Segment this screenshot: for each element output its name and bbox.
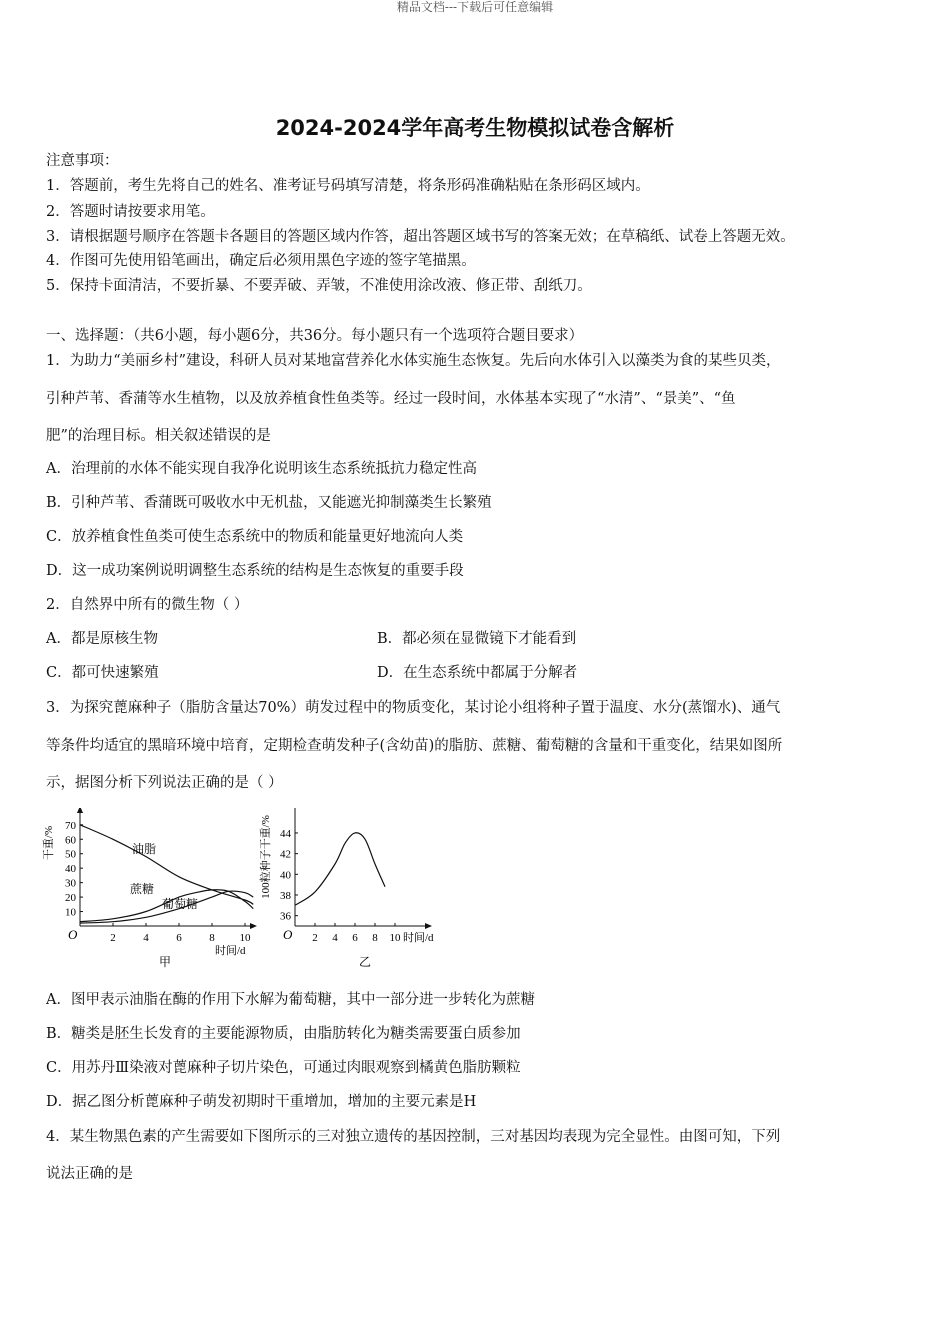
x-tick-label: 8 xyxy=(372,932,378,944)
q1-stem: 肥”的治理目标。相关叙述错误的是 xyxy=(46,428,271,444)
x-tick-label: 2 xyxy=(110,932,116,944)
q3-option-b: B．糖类是胚生长发育的主要能源物质，由脂肪转化为糖类需要蛋白质参加 xyxy=(46,1026,521,1042)
x-tick-label: 8 xyxy=(209,932,215,944)
series-label: 蔗糖 xyxy=(130,882,155,896)
chart-caption: 乙 xyxy=(358,955,372,969)
notice-item: 1．答题前，考生先将自己的姓名、准考证号码填写清楚，将条形码准确粘贴在条形码区域内。 xyxy=(46,178,650,194)
q2-option-c: C．都可快速繁殖 xyxy=(46,665,159,681)
notice-item: 3．请根据题号顺序在答题卡各题目的答题区域内作答，超出答题区域书写的答案无效；在草稿纸、试卷上答题无效。 xyxy=(46,229,795,245)
x-axis-arrow xyxy=(250,923,257,929)
series-label: 油脂 xyxy=(132,842,157,856)
q3-option-a: A．图甲表示油脂在酶的作用下水解为葡萄糖，其中一部分进一步转化为蔗糖 xyxy=(46,992,535,1008)
q1-option-a: A．治理前的水体不能实现自我净化说明该生态系统抵抗力稳定性高 xyxy=(46,461,477,477)
y-tick-label: 60 xyxy=(65,834,76,847)
y-axis-arrow xyxy=(77,808,83,813)
y-tick-label: 20 xyxy=(65,892,76,905)
y-tick-label: 10 xyxy=(65,906,76,919)
q3-stem: 3．为探究蓖麻种子（脂肪含量达70%）萌发过程中的物质变化，某讨论小组将种子置于温度、水分(蒸馏水)、通气 xyxy=(46,700,781,716)
x-tick-label: 10 xyxy=(389,932,401,944)
q3-figure xyxy=(40,808,460,977)
y-tick-label: 30 xyxy=(65,877,76,890)
y-tick-label: 42 xyxy=(280,848,291,861)
origin-label: O xyxy=(283,927,293,942)
y-axis-label: 干重/% xyxy=(43,825,55,861)
origin-label: O xyxy=(68,927,78,942)
q1-stem: 1．为助力“美丽乡村”建设，科研人员对某地富营养化水体实施生态恢复。先后向水体引入以藻类为食的某些贝类， xyxy=(46,353,781,369)
q3-option-d: D．据乙图分析蓖麻种子萌发初期时干重增加，增加的主要元素是H xyxy=(46,1094,477,1110)
q2-option-b: B．都必须在显微镜下才能看到 xyxy=(377,631,577,647)
q3-charts-svg xyxy=(40,808,460,973)
q1-option-d: D．这一成功案例说明调整生态系统的结构是生态恢复的重要手段 xyxy=(46,563,464,579)
q2-option-a: A．都是原核生物 xyxy=(46,631,158,647)
y-tick-label: 40 xyxy=(65,863,76,876)
q3-stem: 等条件均适宜的黑暗环境中培育，定期检查萌发种子(含幼苗)的脂肪、蔗糖、葡萄糖的含量和干重变化，结果如图所 xyxy=(46,738,783,754)
q1-option-b: B．引种芦苇、香蒲既可吸收水中无机盐，又能遮光抑制藻类生长繁殖 xyxy=(46,495,492,511)
series-label: 葡萄糖 xyxy=(162,897,199,911)
y-tick-label: 38 xyxy=(280,889,291,902)
y-axis-label: 100粒种子干重/% xyxy=(260,815,272,899)
x-tick-label: 6 xyxy=(352,932,358,944)
y-tick-label: 40 xyxy=(280,869,291,882)
y-tick-label: 36 xyxy=(280,910,291,923)
q3-stem: 示，据图分析下列说法正确的是（ ） xyxy=(46,775,283,791)
x-tick-label: 4 xyxy=(143,932,149,944)
q4-stem: 4．某生物黑色素的产生需要如下图所示的三对独立遗传的基因控制，三对基因均表现为完全显性。由图可知，下列 xyxy=(46,1129,781,1145)
x-tick-label: 2 xyxy=(312,932,318,944)
notice-item: 5．保持卡面清洁，不要折暴、不要弄破、弄皱，不准使用涂改液、修正带、刮纸刀。 xyxy=(46,278,592,294)
y-tick-label: 50 xyxy=(65,848,76,861)
x-axis-arrow xyxy=(425,923,432,929)
x-axis-label: 时间/d xyxy=(215,945,246,957)
y-tick-label: 70 xyxy=(65,819,76,832)
q4-stem: 说法正确的是 xyxy=(46,1166,133,1182)
q1-stem: 引种芦苇、香蒲等水生植物，以及放养植食性鱼类等。经过一段时间，水体基本实现了“水清”、“景美”、“鱼 xyxy=(46,391,736,407)
notice-heading: 注意事项： xyxy=(46,153,119,169)
x-tick-label: 10 xyxy=(239,932,251,944)
y-tick-label: 44 xyxy=(280,827,291,840)
q1-option-c: C．放养植食性鱼类可使生态系统中的物质和能量更好地流向人类 xyxy=(46,529,464,545)
section-heading: 一、选择题：（共6小题，每小题6分，共36分。每小题只有一个选项符合题目要求） xyxy=(46,328,584,344)
q3-option-c: C．用苏丹Ⅲ染液对蓖麻种子切片染色，可通过肉眼观察到橘黄色脂肪颗粒 xyxy=(46,1060,521,1076)
page-header: 精品文档---下载后可任意编辑 xyxy=(396,0,554,14)
series-line xyxy=(295,833,385,906)
page-title: 2024-2024学年高考生物模拟试卷含解析 xyxy=(275,116,675,140)
notice-item: 4．作图可先使用铅笔画出，确定后必须用黑色字迹的签字笔描黑。 xyxy=(46,253,476,269)
q2-option-d: D．在生态系统中都属于分解者 xyxy=(377,665,578,681)
x-axis-label: 时间/d xyxy=(403,932,434,944)
x-tick-label: 4 xyxy=(332,932,338,944)
notice-item: 2．答题时请按要求用笔。 xyxy=(46,204,215,220)
x-tick-label: 6 xyxy=(176,932,182,944)
q2-stem: 2．自然界中所有的微生物（ ） xyxy=(46,597,249,613)
series-line xyxy=(80,825,253,905)
chart-caption: 甲 xyxy=(158,955,172,969)
